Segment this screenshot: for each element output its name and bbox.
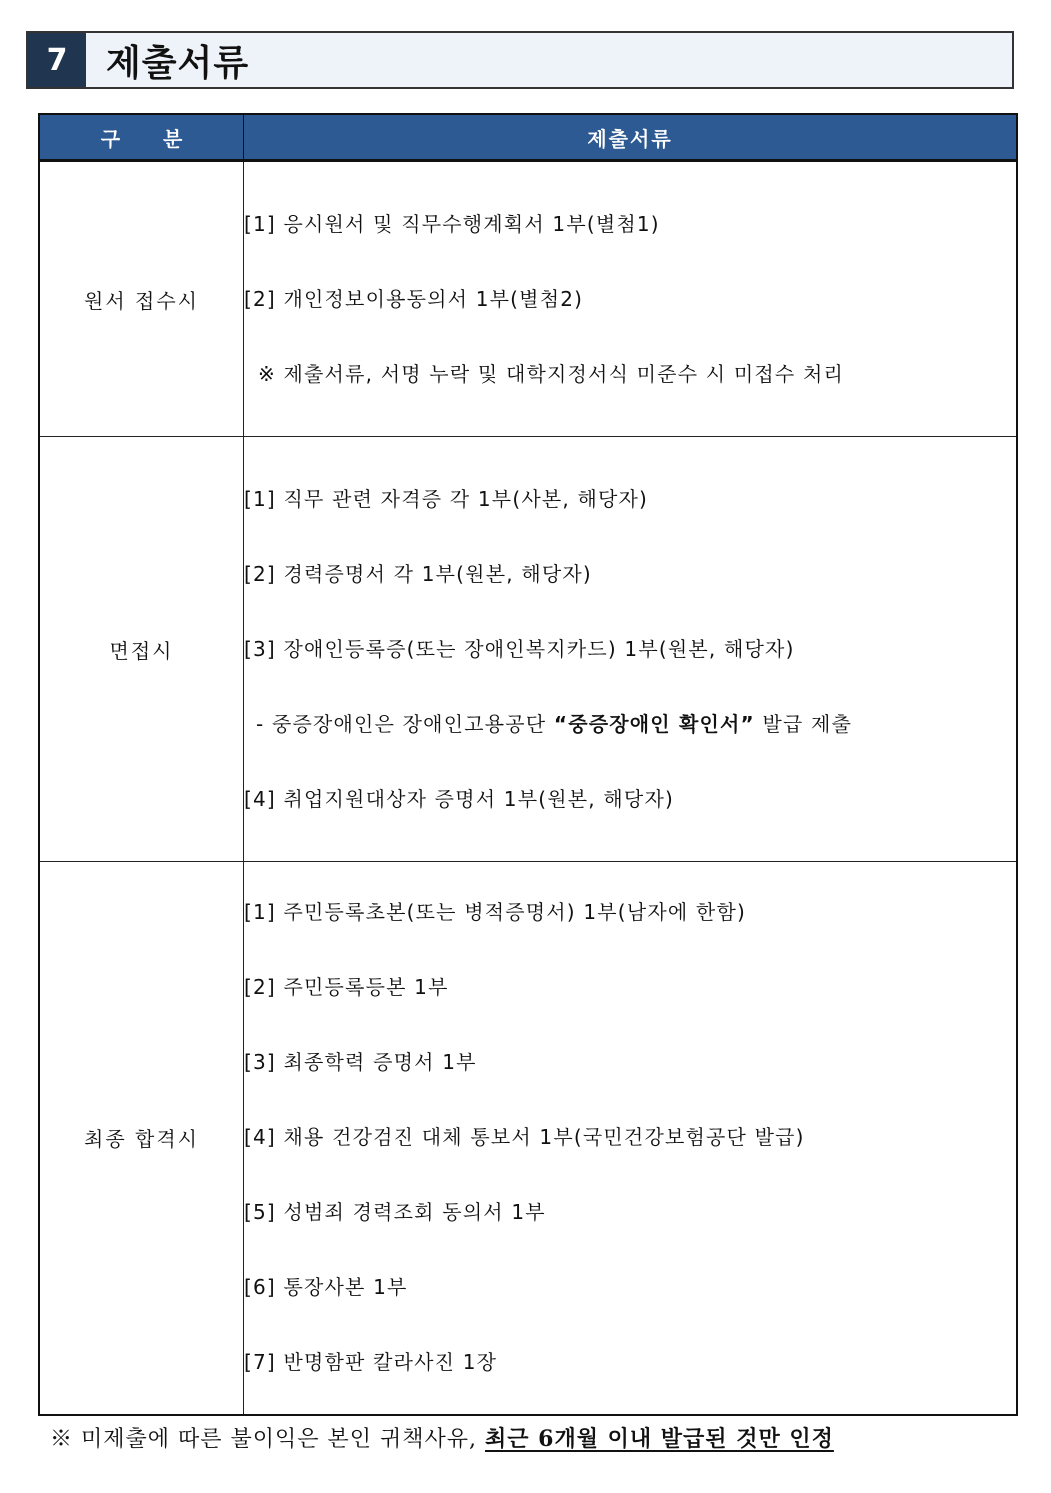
- row-items: [244, 437, 1018, 862]
- documents-table: [38, 113, 1018, 1416]
- section-title: 제출서류: [106, 42, 250, 84]
- list-item: [6] 통장사본 1부: [244, 1275, 408, 1300]
- close-quote: ”: [740, 711, 755, 736]
- table-header-row: [39, 114, 1017, 161]
- list-item: [1] 직무 관련 자격증 각 1부(사본, 해당자): [244, 486, 649, 511]
- row-category: 원서 접수시: [39, 161, 244, 437]
- row-items: [244, 862, 1018, 1415]
- list-item: [7] 반명함판 칼라사진 1장: [244, 1350, 498, 1375]
- row-items: [244, 161, 1018, 437]
- column-header-documents: 제출서류: [244, 114, 1018, 161]
- list-item: [1] 주민등록초본(또는 병적증명서) 1부(남자에 한함): [244, 900, 746, 925]
- sub-note: [244, 687, 1016, 762]
- open-quote: “: [553, 711, 569, 736]
- sub-note-prefix: - 중증장애인은 장애인고용공단: [256, 711, 554, 736]
- row-category: 면접시: [39, 437, 244, 862]
- list-item: [4] 취업지원대상자 증명서 1부(원본, 해당자): [244, 786, 674, 811]
- list-item: [4] 채용 건강검진 대체 통보서 1부(국민건강보험공단 발급): [244, 1125, 805, 1150]
- section-header: [26, 31, 1014, 89]
- footer-emphasis: 최근 6개월 이내 발급된 것만 인정: [485, 1426, 834, 1452]
- sub-note-suffix: 발급 제출: [754, 711, 853, 736]
- table-row: [39, 437, 1017, 862]
- list-item: [2] 경력증명서 각 1부(원본, 해당자): [244, 561, 592, 586]
- list-item: [3] 장애인등록증(또는 장애인복지카드) 1부(원본, 해당자): [244, 636, 795, 661]
- column-header-category: 구 분: [39, 114, 244, 161]
- list-item: [5] 성범죄 경력조회 동의서 1부: [244, 1200, 546, 1225]
- footer-prefix: ※ 미제출에 따른 불이익은 본인 귀책사유,: [50, 1427, 485, 1452]
- row-category: 최종 합격시: [39, 862, 244, 1415]
- table-row: [39, 862, 1017, 1415]
- notice-text: ※ 제출서류, 서명 누락 및 대학지정서식 미준수 시 미접수 처리: [258, 361, 845, 386]
- table-row: [39, 161, 1017, 437]
- sub-note-emphasis: 중증장애인 확인서: [568, 711, 741, 736]
- footer-notice: [50, 1422, 834, 1453]
- list-item: [1] 응시원서 및 직무수행계획서 1부(별첨1): [244, 211, 660, 236]
- list-item: [3] 최종학력 증명서 1부: [244, 1050, 477, 1075]
- section-number: 7: [28, 33, 86, 87]
- list-item: [2] 주민등록등본 1부: [244, 975, 449, 1000]
- list-item: [2] 개인정보이용동의서 1부(별첨2): [244, 286, 584, 311]
